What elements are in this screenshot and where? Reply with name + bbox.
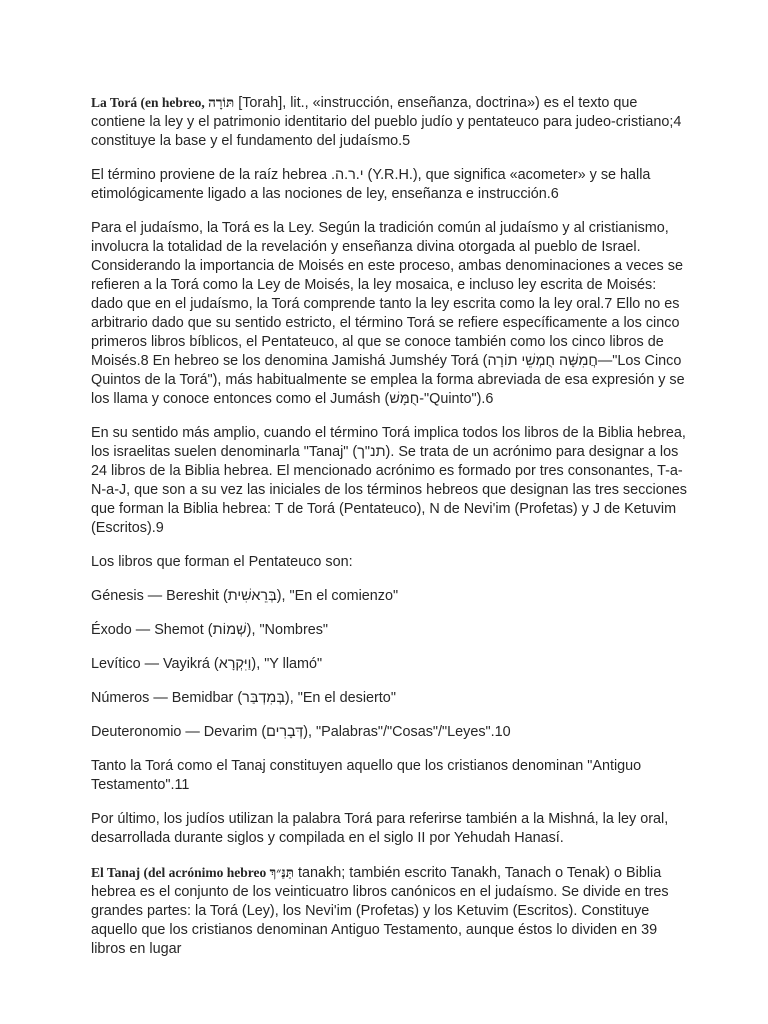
paragraph-lead-tora: La Torá (en hebreo, תּוֹרָה [91,95,235,110]
paragraph-etymology: El término proviene de la raíz hebrea .י.ר.ה (Y.R.H.), que significa «acometer» y se halla etimológicamente ligado a las nociones de ley, enseñanza e instrucción.6 [91,167,651,202]
pentateuch-book-list [91,587,691,742]
list-item-exodo: Éxodo — Shemot (שְׁמוֹת), "Nombres" [91,622,329,638]
paragraph-pentateuch-intro: Los libros que forman el Pentateuco son: [91,554,353,570]
paragraph-text: [Torah], lit., «instrucción, enseñanza, doctrina») es el texto que contiene la ley y el patrimonio identitario del pueblo judío y pentateuco para judeo-cristiano;4 constituye la base y el fundamento del judaísmo.5 [91,95,682,149]
paragraph-lead-tanaj: El Tanaj (del acrónimo hebreo תַּנַּ״ךְ [91,865,295,880]
paragraph-tanaj-intro [91,863,691,959]
paragraph-tora-intro [91,93,691,151]
paragraph-judaism-law: Para el judaísmo, la Torá es la Ley. Según la tradición común al judaísmo y al cristianismo, involucra la totalidad de la revelación y enseñanza divina otorgada al pueblo de Israel. Considerando la importancia de Moisés en este proceso, ambas denominaciones a veces se refieren a la Torá como la Ley de Moisés, la ley mosaica, e incluso ley escrita de Moisés: dado que en el judaísmo, la Torá comprende tanto la ley escrita como la ley oral.7 Ello no es arbitrario dado que su sentido estricto, el término Torá se refiere específicamente a los cinco primeros libros bíblicos, el Pentateuco, al que se conoce también como los cinco libros de Moisés.8 En hebreo se los denomina Jamishá Jumshéy Torá (חֲמִשָּׁה חֻמְשֵׁי תוֹרָה—"Los Cinco Quintos de la Torá"), más habitualmente se emplea la forma abreviada de esa expresión y se los llama y conoce entonces como el Jumásh (חֻמָּשׁ-"Quinto").6 [91,220,685,407]
list-item-levitico: Levítico — Vayikrá (וַיִּקְרָא), "Y llamó" [91,656,323,672]
paragraph-mishna: Por último, los judíos utilizan la palabra Torá para referirse también a la Mishná, la ley oral, desarrollada durante siglos y compilada en el siglo II por Yehudah Hanasí. [91,811,669,846]
paragraph-old-testament: Tanto la Torá como el Tanaj constituyen aquello que los cristianos denominan "Antiguo Testamento".11 [91,758,642,793]
list-item-numeros: Números — Bemidbar (בְּמִדְבַּר), "En el desierto" [91,690,396,706]
document-page [91,93,691,974]
list-item-deuteronomio: Deuteronomio — Devarim (דְּבָרִים), "Palabras"/"Cosas"/"Leyes".10 [91,724,511,740]
paragraph-text: tanakh; también escrito Tanakh, Tanach o Tenak) o Biblia hebrea es el conjunto de los veinticuatro libros canónicos en el judaísmo. Se divide en tres grandes partes: la Torá (Ley), los Nevi'im (Profetas) y los Ketuvim (Escritos). Constituye aquello que los cristianos denominan Antiguo Testamento, aunque éstos lo dividen en 39 libros en lugar [91,865,669,957]
paragraph-tanaj-acronym: En su sentido más amplio, cuando el término Torá implica todos los libros de la Biblia hebrea, los israelitas suelen denominarla "Tanaj" (תנ"ך). Se trata de un acrónimo para designar a los 24 libros de la Biblia hebrea. El mencionado acrónimo es formado por tres consonantes, T-a-N-a-J, que son a su vez las iniciales de los términos hebreos que designan las tres secciones que forman la Biblia hebrea: T de Torá (Pentateuco), N de Nevi'im (Profetas) y J de Ketuvim (Escritos).9 [91,425,687,536]
list-item-genesis: Génesis — Bereshit (בְּרֵאשִׁית), "En el comienzo" [91,588,399,604]
